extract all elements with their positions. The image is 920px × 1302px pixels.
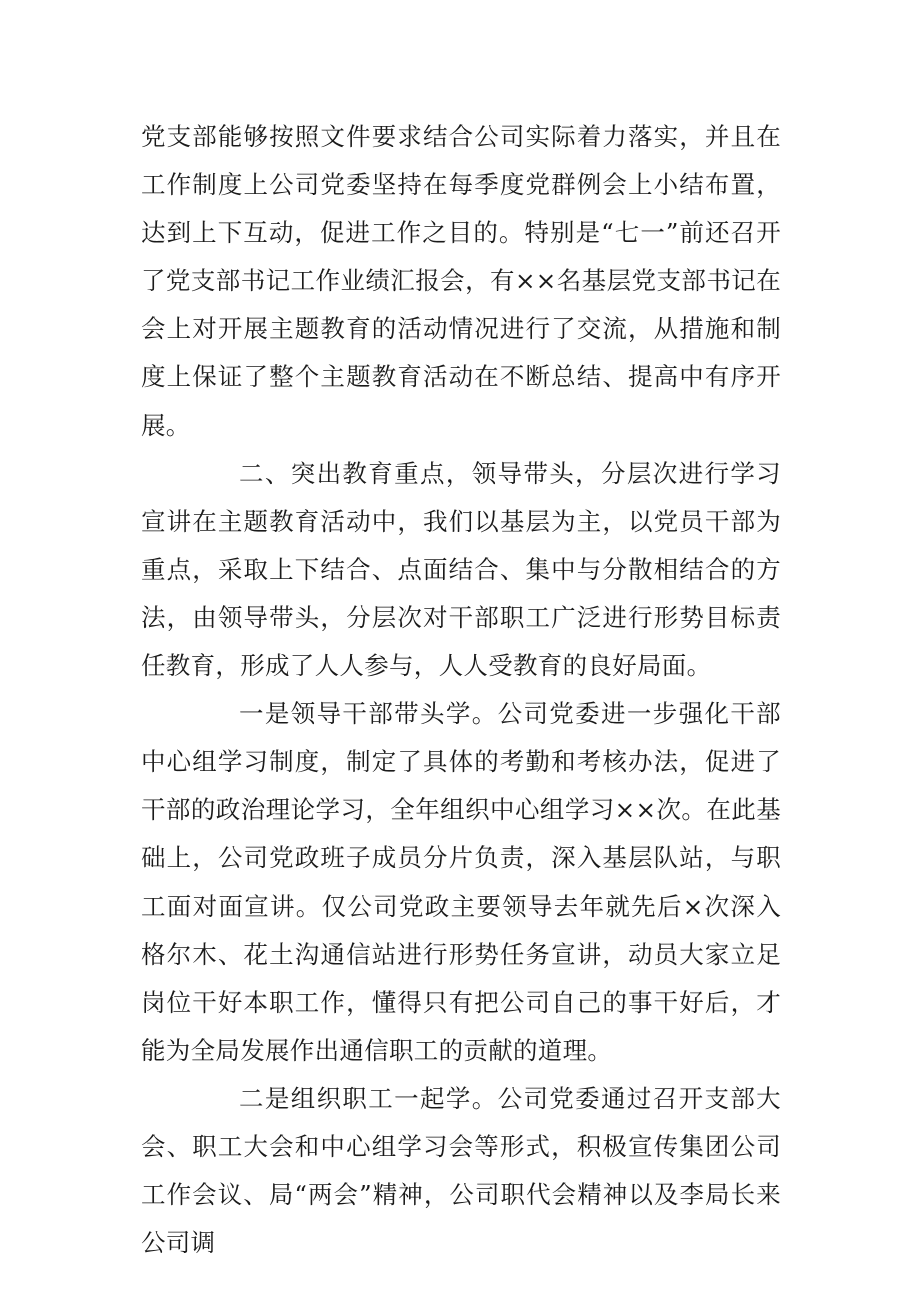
document-body: [141, 113, 781, 1267]
paragraph-3: 一是领导干部带头学。公司党委进一步强化干部中心组学习制度，制定了具体的考勤和考核办法，促进了干部的政治理论学习，全年组织中心组学习××次。在此基础上，公司党政班子成员分片负责，深入基层队站，与职工面对面宣讲。仅公司党政主要领导去年就先后×次深入格尔木、花土沟通信站进行形势任务宣讲，动员大家立足岗位干好本职工作，懂得只有把公司自己的事干好后，才能为全局发展作出通信职工的贡献的道理。: [141, 699, 781, 1065]
paragraph-2: 二、突出教育重点，领导带头，分层次进行学习宣讲在主题教育活动中，我们以基层为主，以党员干部为重点，采取上下结合、点面结合、集中与分散相结合的方法，由领导带头，分层次对干部职工广泛进行形势目标责任教育，形成了人人参与，人人受教育的良好局面。: [141, 458, 781, 681]
paragraph-4: 二是组织职工一起学。公司党委通过召开支部大会、职工大会和中心组学习会等形式，积极宣传集团公司工作会议、局“两会”精神，公司职代会精神以及李局长来公司调: [141, 1083, 781, 1258]
paragraph-1: 党支部能够按照文件要求结合公司实际着力落实，并且在工作制度上公司党委坚持在每季度党群例会上小结布置，达到上下互动，促进工作之目的。特别是“七一”前还召开了党支部书记工作业绩汇报会，有××名基层党支部书记在会上对开展主题教育的活动情况进行了交流，从措施和制度上保证了整个主题教育活动在不断总结、提高中有序开展。: [141, 122, 781, 440]
